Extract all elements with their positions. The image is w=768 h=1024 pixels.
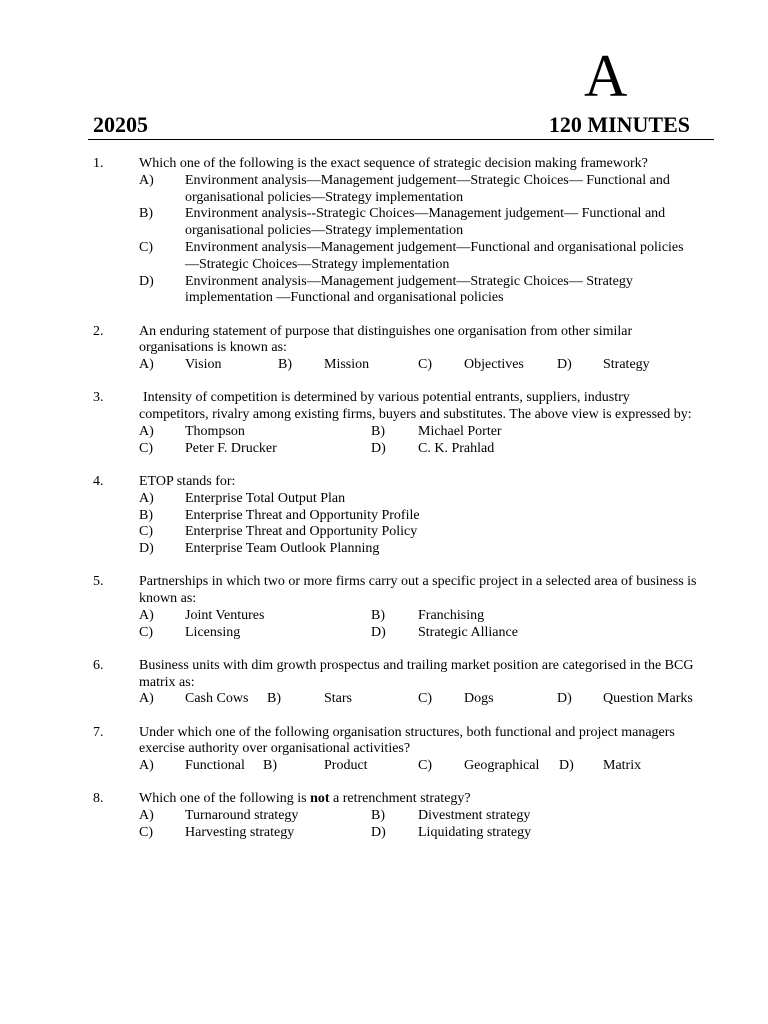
option-label: D) <box>139 541 154 557</box>
question-text: Under which one of the following organisation structures, both functional and project managers exercise authority over organisational activities? <box>139 724 675 757</box>
header-divider <box>88 139 714 140</box>
options-row <box>139 691 729 708</box>
option-text: Franchising <box>418 607 485 623</box>
option-text: Environment analysis--Strategic Choices—Management judgement— Functional and organisational policies—Strategy implementation <box>185 206 666 239</box>
option-c <box>139 524 699 541</box>
option-label: B) <box>263 758 277 774</box>
option-label: B) <box>371 808 385 824</box>
option-label: A) <box>139 758 154 774</box>
option-text: Dogs <box>464 691 494 707</box>
option-text: Peter F. Drucker <box>185 440 277 456</box>
option-text: Functional <box>185 758 245 774</box>
option-d <box>139 274 699 308</box>
question-text: Business units with dim growth prospectus and trailing market position are categorised in the BCG matrix as: <box>139 657 694 690</box>
option-label: D) <box>371 825 386 841</box>
option-label: A) <box>139 607 154 623</box>
option-label: A) <box>139 808 154 824</box>
question-number: 4. <box>93 473 104 489</box>
option-label: C) <box>139 624 153 640</box>
question-number: 6. <box>93 657 104 673</box>
options-row <box>139 758 729 775</box>
options-row <box>139 608 729 625</box>
option-label: D) <box>371 624 386 640</box>
options-row <box>139 424 729 441</box>
option-text: Licensing <box>185 624 241 640</box>
option-label: C) <box>418 691 432 707</box>
options-row <box>139 625 729 642</box>
option-text: Environment analysis—Management judgement—Functional and organisational policies —Strategic Choices—Strategy implementation <box>185 239 684 272</box>
question-7 <box>0 725 768 775</box>
question-list <box>0 156 768 858</box>
question-text-end: a retrenchment strategy? <box>329 791 471 807</box>
question-text-emphasis: not <box>310 791 330 807</box>
option-text: Vision <box>185 357 222 373</box>
option-text: Product <box>324 758 368 774</box>
question-text: Partnerships in which two or more firms carry out a specific project in a selected area of business is known as: <box>139 574 697 607</box>
question-4 <box>0 474 768 558</box>
option-text: Joint Ventures <box>185 607 265 623</box>
question-number: 8. <box>93 791 104 807</box>
question-8 <box>0 791 768 841</box>
question-text: An enduring statement of purpose that distinguishes one organisation from other similar organisations is known as: <box>139 323 633 356</box>
option-label: B) <box>139 507 153 523</box>
question-3 <box>0 390 768 457</box>
question-text: Intensity of competition is determined by various potential entrants, suppliers, industry competitors, rivalry among existing firms, buyers and substitutes. The above view is expressed by: <box>139 390 692 423</box>
option-label: B) <box>371 423 385 439</box>
option-label: D) <box>557 691 572 707</box>
question-5 <box>0 574 768 641</box>
option-label: B) <box>278 357 292 373</box>
option-label: D) <box>371 440 386 456</box>
option-text: Turnaround strategy <box>185 808 299 824</box>
question-number: 7. <box>93 724 104 740</box>
option-text: Enterprise Team Outlook Planning <box>185 541 380 557</box>
exam-code: 20205 <box>93 112 148 137</box>
question-number: 5. <box>93 574 104 590</box>
option-text: Strategy <box>603 357 650 373</box>
option-b <box>139 508 699 525</box>
option-b <box>139 206 699 240</box>
option-label: C) <box>139 440 153 456</box>
options-row <box>139 808 729 825</box>
option-d <box>139 541 699 558</box>
option-label: C) <box>418 357 432 373</box>
option-label: D) <box>557 357 572 373</box>
question-number: 1. <box>93 156 104 171</box>
option-text: Question Marks <box>603 691 693 707</box>
option-label: B) <box>267 691 281 707</box>
option-text: Michael Porter <box>418 423 502 439</box>
option-label: A) <box>139 357 154 373</box>
question-text: ETOP stands for: <box>139 473 236 489</box>
option-text: Geographical <box>464 758 540 774</box>
option-text: Enterprise Threat and Opportunity Policy <box>185 524 418 540</box>
question-number: 2. <box>93 323 104 339</box>
question-text: Which one of the following is the exact sequence of strategic decision making framework? <box>139 156 648 171</box>
option-label: C) <box>139 239 153 255</box>
option-label: A) <box>139 172 154 188</box>
option-label: B) <box>139 206 153 222</box>
option-label: A) <box>139 691 154 707</box>
question-text-start: Which one of the following is <box>139 791 311 807</box>
option-text: Strategic Alliance <box>418 624 518 640</box>
option-c <box>139 240 699 274</box>
option-text: C. K. Prahlad <box>418 440 495 456</box>
option-label: D) <box>139 273 154 289</box>
question-set-letter: A <box>584 43 628 109</box>
options-row <box>139 825 729 842</box>
option-text: Environment analysis—Management judgement—Strategic Choices— Functional and organisational policies—Strategy implementation <box>185 172 670 205</box>
question-number: 3. <box>93 390 104 406</box>
option-text: Mission <box>324 357 370 373</box>
option-text: Liquidating strategy <box>418 825 532 841</box>
option-label: C) <box>139 825 153 841</box>
option-text: Divestment strategy <box>418 808 531 824</box>
exam-duration: 120 MINUTES <box>548 112 690 137</box>
question-6 <box>0 658 768 708</box>
option-label: C) <box>418 758 432 774</box>
option-text: Environment analysis—Management judgement—Strategic Choices— Strategy implementation —Functional and organisational policies <box>185 273 633 306</box>
option-text: Enterprise Threat and Opportunity Profile <box>185 507 420 523</box>
option-text: Thompson <box>185 423 245 439</box>
option-a <box>139 173 699 207</box>
option-label: D) <box>559 758 574 774</box>
option-text: Enterprise Total Output Plan <box>185 490 346 506</box>
option-text: Matrix <box>603 758 642 774</box>
option-label: B) <box>371 607 385 623</box>
question-1 <box>0 156 768 307</box>
question-text <box>139 791 699 808</box>
option-text: Stars <box>324 691 352 707</box>
option-label: A) <box>139 423 154 439</box>
option-text: Objectives <box>464 357 524 373</box>
option-a <box>139 491 699 508</box>
option-label: C) <box>139 524 153 540</box>
option-label: A) <box>139 490 154 506</box>
options-row <box>139 441 729 458</box>
options-row <box>139 357 729 374</box>
option-text: Cash Cows <box>185 691 249 707</box>
question-2 <box>0 324 768 374</box>
option-text: Harvesting strategy <box>185 825 295 841</box>
